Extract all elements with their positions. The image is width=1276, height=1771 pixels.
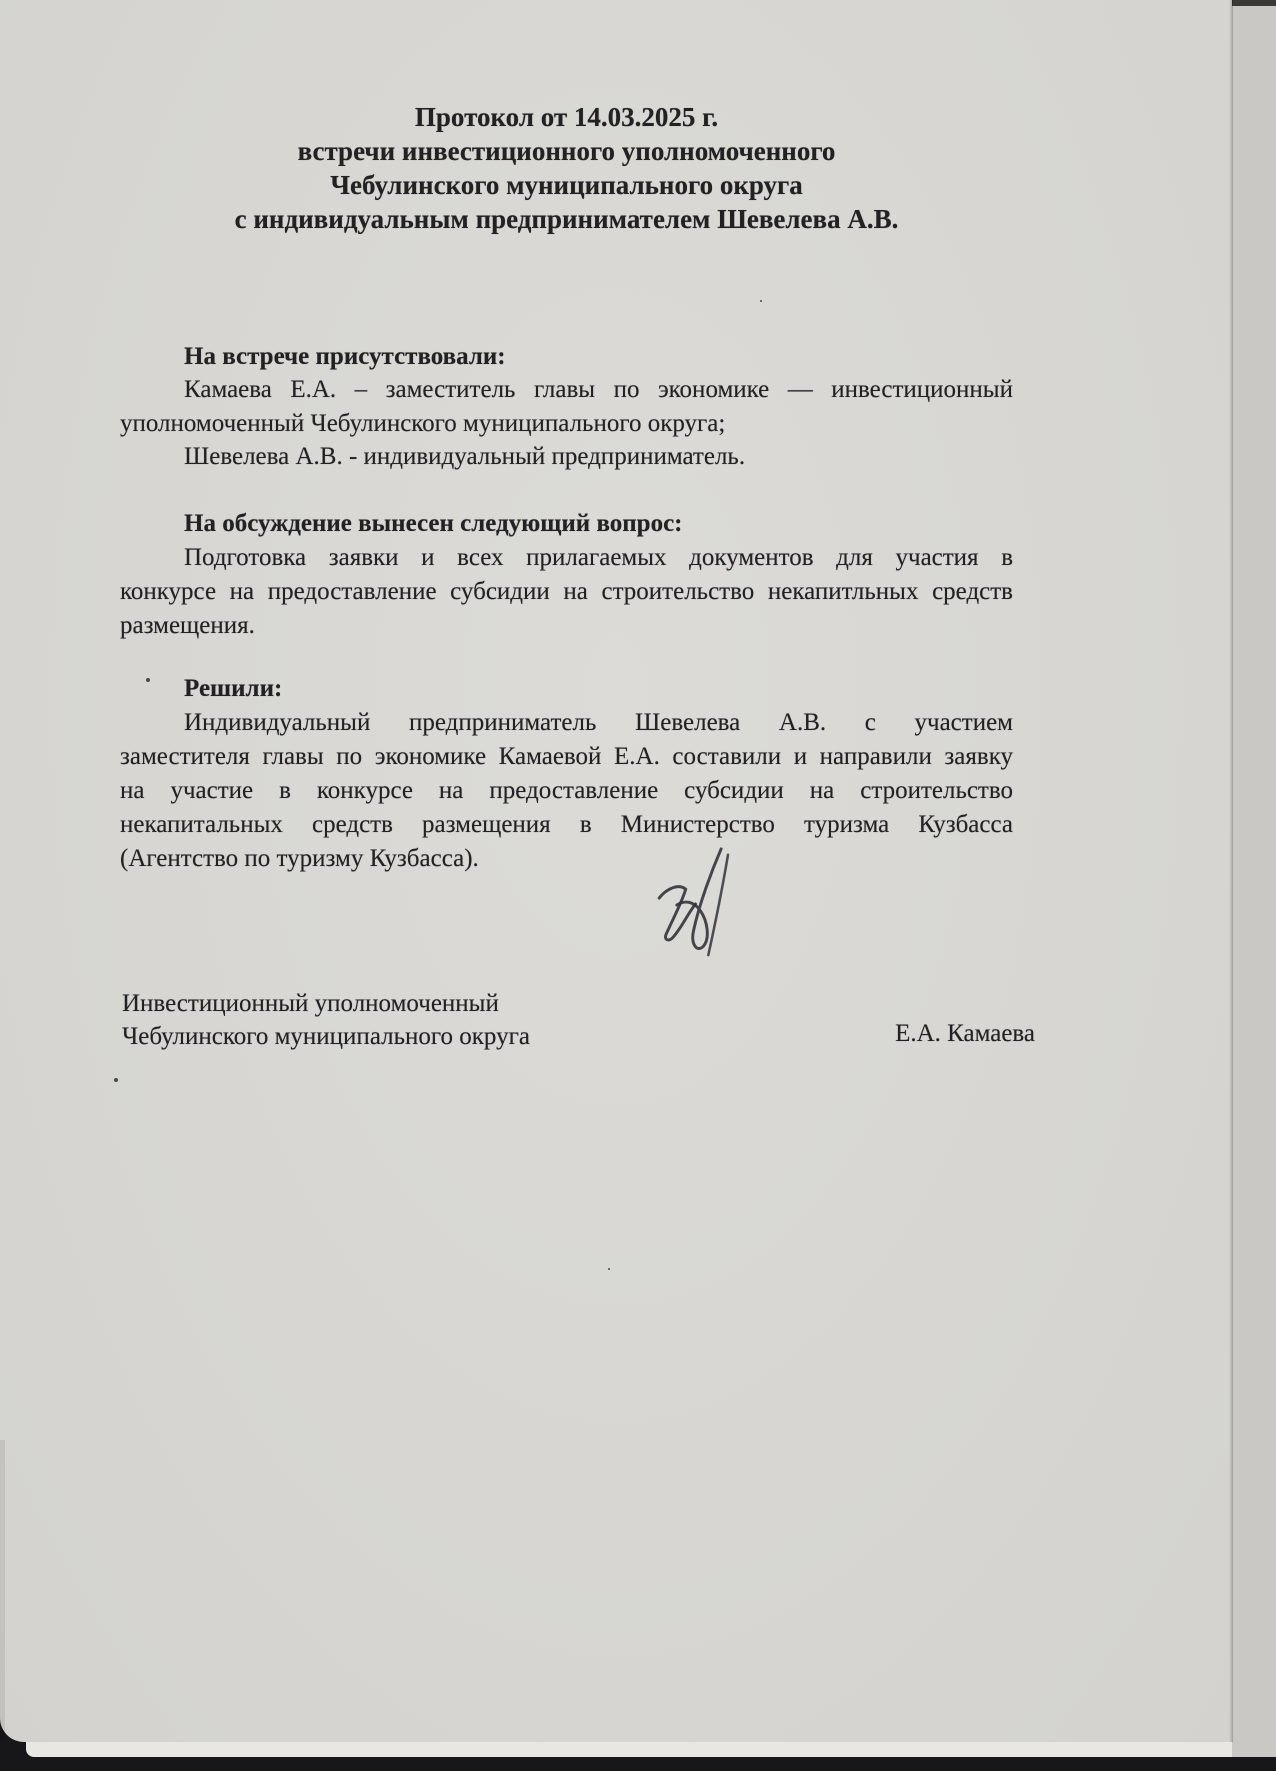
signer-name: Е.А. Камаева	[895, 1020, 1035, 1047]
agenda-section	[120, 507, 1013, 643]
paper-bottom-edge	[26, 1742, 1232, 1757]
text-line: уполномоченный Чебулинского муниципального округа;	[120, 409, 726, 437]
text-line: некапитальных средств размещения в Министерство туризма Кузбасса	[120, 811, 1013, 838]
resolution-heading: Решили:	[184, 675, 283, 702]
text-line: конкурсе на предоставление субсидии на строительство некапитльных средств	[120, 578, 1013, 605]
paper-left-edge	[0, 1440, 5, 1742]
resolution-paragraph	[120, 706, 1013, 876]
attendee-sheveleva-paragraph	[120, 440, 1013, 473]
handwritten-signature-icon	[640, 843, 755, 961]
text-line: Индивидуальный предприниматель Шевелева А.В. с участием	[184, 709, 1013, 736]
scanner-bottom-band	[0, 1757, 1276, 1771]
text-line: заместителя главы по экономике Камаевой Е.А. составили и направили заявку	[120, 743, 1013, 770]
scan-speck	[114, 1078, 118, 1082]
attendees-section	[120, 340, 1013, 474]
attendee-kamaeva-paragraph	[120, 373, 1013, 440]
text-line: встречи инвестиционного уполномоченного	[297, 136, 836, 166]
scan-speck	[608, 1268, 610, 1270]
document-title	[120, 100, 1013, 236]
scan-speck	[760, 300, 762, 302]
text-line: (Агентство по туризму Кузбасса).	[120, 845, 479, 872]
text-line: размещения.	[120, 612, 255, 639]
attendees-heading: На встрече присутствовали:	[184, 343, 506, 370]
agenda-heading: На обсуждение вынесен следующий вопрос:	[184, 510, 683, 537]
text-line: Подготовка заявки и всех прилагаемых документов для участия в	[184, 544, 1013, 571]
scanner-top-edge	[1228, 0, 1276, 6]
text-line: Чебулинского муниципального округа	[122, 1022, 530, 1050]
text-line: на участие в конкурсе на предоставление субсидии на строительство	[120, 777, 1013, 804]
text-line: Чебулинского муниципального округа	[330, 170, 803, 200]
text-line: Камаева Е.А. – заместитель главы по экономике — инвестиционный	[184, 376, 1013, 404]
text-line: Инвестиционный уполномоченный	[122, 990, 499, 1017]
resolution-section	[120, 672, 1013, 876]
text-line: с индивидуальным предпринимателем Шевелева А.В.	[234, 204, 899, 234]
text-line: Шевелева А.В. - индивидуальный предприниматель.	[184, 443, 746, 471]
agenda-paragraph	[120, 541, 1013, 643]
scan-speck	[146, 678, 150, 682]
text-line: Протокол от 14.03.2025 г.	[414, 102, 719, 132]
paper-right-edge	[1229, 0, 1233, 1742]
